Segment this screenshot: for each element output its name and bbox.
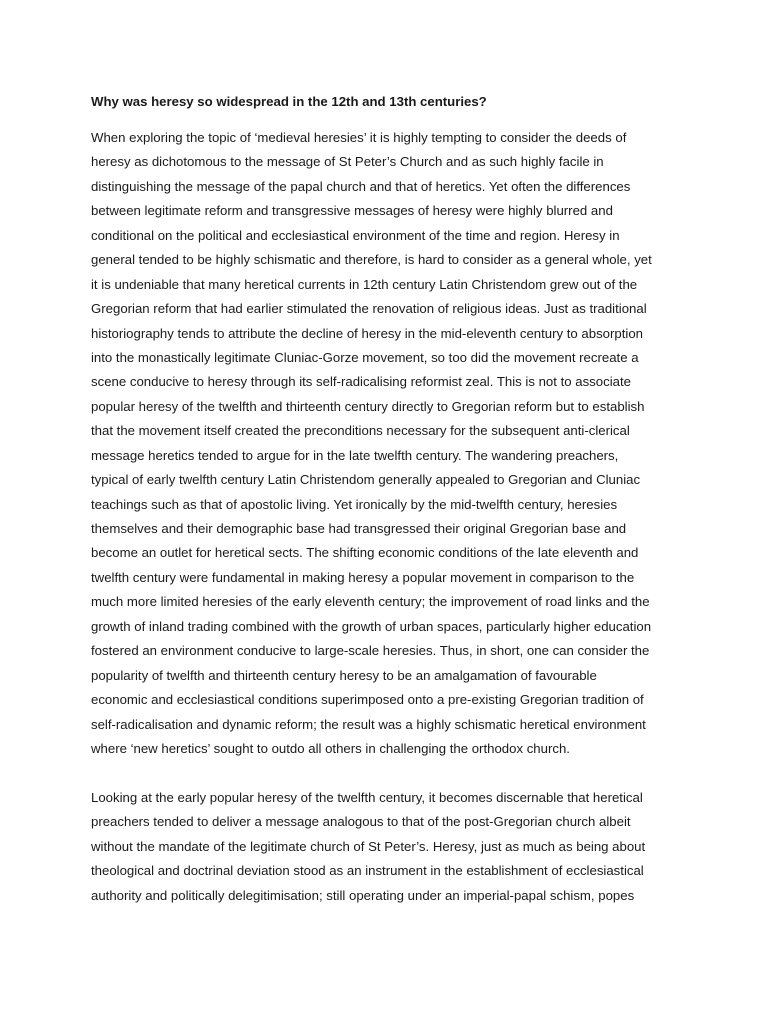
text-line: Looking at the early popular heresy of the twelfth century, it becomes discernable that heretical [91, 789, 643, 805]
text-line: themselves and their demographic base had transgressed their original Gregorian base and [91, 521, 627, 536]
text-line: preachers tended to deliver a message analogous to that of the post-Gregorian church albeit [91, 814, 631, 830]
text-line: economic and ecclesiastical conditions superimposed onto a pre-existing Gregorian tradition of [91, 692, 644, 708]
document-page [91, 93, 691, 911]
text-line: heresy as dichotomous to the message of St Peter’s Church and as such highly facile in [91, 154, 604, 170]
text-line: without the mandate of the legitimate church of St Peter’s. Heresy, just as much as being about [91, 838, 646, 854]
text-line: teachings such as that of apostolic living. Yet ironically by the mid-twelfth century, heresies [91, 496, 618, 512]
text-line: that the movement itself created the preconditions necessary for the subsequent anti-clerical [91, 423, 630, 439]
text-line: into the monastically legitimate Cluniac-Gorze movement, so too did the movement recreate a [91, 349, 639, 365]
text-line: much more limited heresies of the early eleventh century; the improvement of road links and the [91, 594, 650, 610]
text-line: popular heresy of the twelfth and thirteenth century directly to Gregorian reform but to establish [91, 398, 645, 414]
text-line: twelfth century were fundamental in making heresy a popular movement in comparison to the [91, 569, 635, 585]
document-body [91, 129, 691, 911]
paragraph [91, 129, 691, 764]
text-line: self-radicalisation and dynamic reform; the result was a highly schismatic heretical environment [91, 716, 646, 732]
text-line: fostered an environment conducive to large-scale heresies. Thus, in short, one can consider the [91, 643, 650, 659]
text-line: historiography tends to attribute the decline of heresy in the mid-eleventh century to absorption [91, 325, 644, 341]
document-title: Why was heresy so widespread in the 12th and 13th centuries? [91, 94, 487, 109]
paragraph [91, 789, 691, 911]
text-line: distinguishing the message of the papal church and that of heretics. Yet often the differences [91, 178, 631, 194]
paragraph-spacer [91, 764, 691, 789]
text-line: theological and doctrinal deviation stood as an instrument in the establishment of ecclesiastical [91, 863, 644, 879]
text-line: Gregorian reform that had earlier stimulated the renovation of religious ideas. Just as traditional [91, 301, 647, 317]
text-line: it is undeniable that many heretical currents in 12th century Latin Christendom grew out of the [91, 276, 638, 292]
text-line: message heretics tended to argue for in the late twelfth century. The wandering preachers, [91, 447, 619, 463]
text-line: typical of early twelfth century Latin Christendom generally appealed to Gregorian and Cluniac [91, 472, 641, 488]
text-line: popularity of twelfth and thirteenth century heresy to be an amalgamation of favourable [91, 667, 597, 683]
text-line: conditional on the political and ecclesiastical environment of the time and region. Heresy in [91, 227, 620, 243]
text-line: growth of inland trading combined with the growth of urban spaces, particularly higher education [91, 618, 652, 634]
text-line: scene conducive to heresy through its self-radicalising reformist zeal. This is not to associate [91, 374, 631, 390]
text-line: authority and politically delegitimisation; still operating under an imperial-papal schism, popes [91, 887, 635, 903]
text-line: between legitimate reform and transgressive messages of heresy were highly blurred and [91, 203, 613, 219]
text-line: When exploring the topic of ‘medieval heresies’ it is highly tempting to consider the deeds of [91, 130, 627, 145]
text-line: where ‘new heretics’ sought to outdo all others in challenging the orthodox church. [91, 740, 570, 756]
text-line: general tended to be highly schismatic and therefore, is hard to consider as a general whole, yet [91, 252, 652, 268]
text-line: become an outlet for heretical sects. The shifting economic conditions of the late eleventh and [91, 545, 639, 561]
